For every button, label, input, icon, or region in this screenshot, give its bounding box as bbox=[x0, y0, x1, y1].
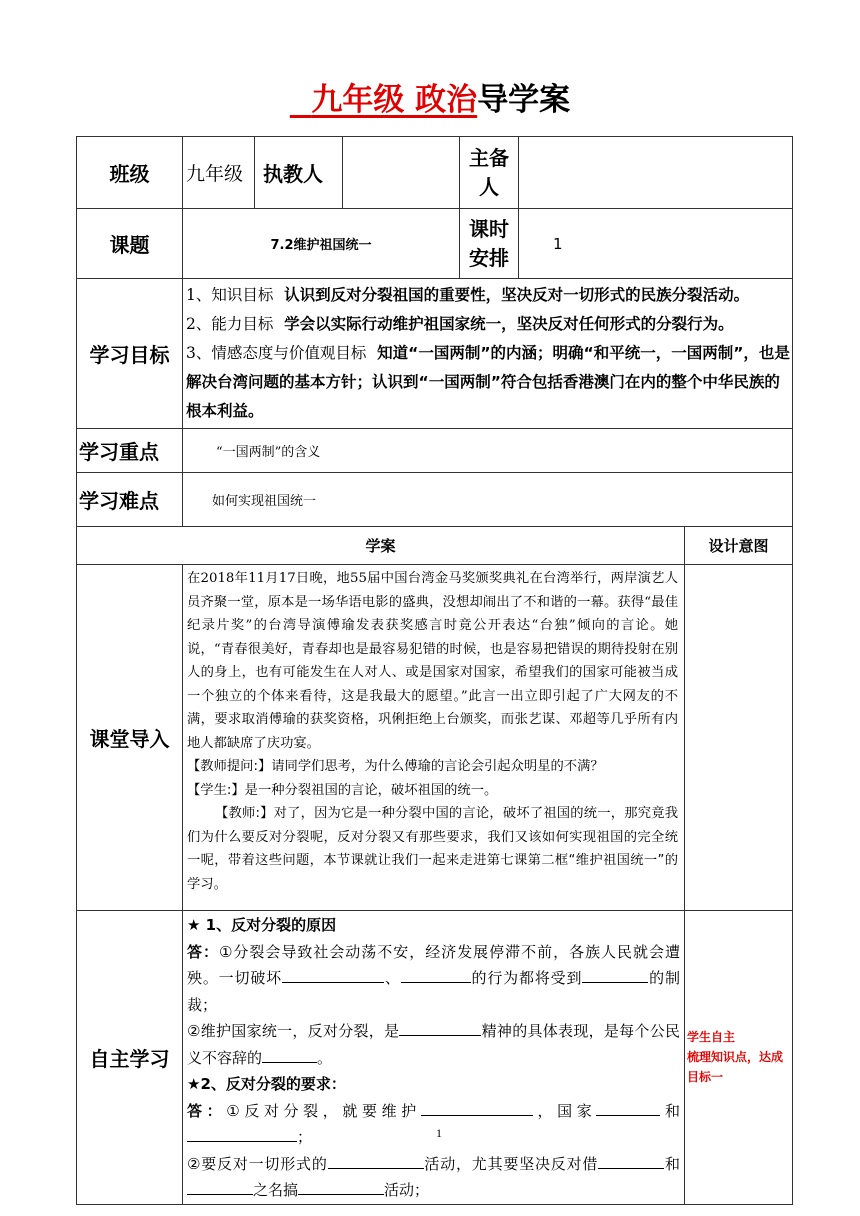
teacher-response: 【教师:】对了，因为它是一种分裂中国的言论，破坏了祖国的统一，那究竟我们为什么要反对分裂呢，反对分裂又有那些要求，我们又该如何实现祖国的完全统一呢，带着这些问题，本节课就让我们一起来走进第七课第二框“维护祖国统一”的学习。 bbox=[187, 806, 678, 892]
intro-label: 课堂导入 bbox=[77, 565, 183, 911]
preparer-label: 主备人 bbox=[460, 137, 519, 209]
design-note-line-2: 梳理知识点，达成目标一 bbox=[687, 1050, 784, 1085]
teacher-value bbox=[343, 137, 460, 209]
lesson-plan-table bbox=[76, 136, 793, 1205]
self-study-label: 自主学习 bbox=[77, 911, 183, 1205]
blank-field[interactable] bbox=[262, 1045, 317, 1063]
blank-field[interactable] bbox=[187, 1177, 253, 1195]
req-text-2: ，国家 bbox=[532, 1101, 597, 1120]
goal-1-text: 认识到反对分裂祖国的重要性，坚决反对一切形式的民族分裂活动。 bbox=[284, 286, 750, 304]
intro-design-cell bbox=[685, 565, 793, 911]
reason-text-2: 的行为都将受到 bbox=[470, 969, 583, 987]
self-study-design-note bbox=[685, 911, 793, 1205]
req-text-9: 活动； bbox=[384, 1181, 430, 1199]
title-lead-space bbox=[290, 82, 312, 118]
goals-label: 学习目标 bbox=[77, 279, 183, 429]
self-study-row bbox=[77, 911, 793, 1205]
blank-field[interactable] bbox=[421, 1098, 533, 1116]
plan-header: 学案 bbox=[77, 527, 685, 565]
reason-text-4: ②维护国家统一，反对分裂，是 bbox=[187, 1022, 400, 1040]
plan-header-row bbox=[77, 527, 793, 565]
section-2-heading: ★2、反对分裂的要求： bbox=[187, 1075, 346, 1093]
req-text-5: ②要反对一切形式的 bbox=[187, 1154, 328, 1173]
self-study-content bbox=[183, 911, 685, 1205]
design-note-line-1: 学生自主 bbox=[687, 1030, 736, 1045]
req-text-1: ①反对分裂，就要维护 bbox=[226, 1101, 421, 1120]
section-1-heading: ★ 1、反对分裂的原因 bbox=[187, 916, 337, 934]
answer-label: 答： bbox=[187, 942, 219, 961]
req-text-4: ； bbox=[297, 1128, 313, 1146]
goal-3-number: 3、情感态度与价值观目标 bbox=[186, 344, 367, 362]
req-text-6: 活动，尤其要坚决反对借 bbox=[423, 1154, 599, 1173]
reason-text-3: 的制裁； bbox=[187, 969, 680, 1014]
title-rest: 导学案 bbox=[477, 82, 571, 118]
info-row-2 bbox=[77, 209, 793, 279]
focus-value: “一国两制”的含义 bbox=[183, 429, 793, 473]
blank-field[interactable] bbox=[598, 1151, 664, 1169]
blank-field[interactable] bbox=[282, 965, 384, 983]
goal-1-number: 1、知识目标 bbox=[186, 286, 274, 304]
answer-label-2: 答： bbox=[187, 1101, 227, 1120]
teacher-label: 执教人 bbox=[255, 137, 343, 209]
schedule-label: 课时安排 bbox=[460, 209, 519, 279]
difficulty-label: 学习难点 bbox=[77, 473, 183, 527]
blank-field[interactable] bbox=[399, 1018, 481, 1036]
req-text-7: 和 bbox=[664, 1154, 680, 1173]
req-text-3: 和 bbox=[660, 1101, 680, 1120]
blank-field[interactable] bbox=[328, 1151, 424, 1169]
blank-field[interactable] bbox=[187, 1124, 297, 1142]
difficulty-row bbox=[77, 473, 793, 527]
focus-row bbox=[77, 429, 793, 473]
goal-2-number: 2、能力目标 bbox=[186, 315, 274, 333]
reason-text-5: 精神的具体表现，是每个公民义不容辞的 bbox=[187, 1022, 680, 1067]
goal-3-text: 知道“一国两制”的内涵；明确“和平统一，一国两制”，也是解决台湾问题的基本方针；认识到“一国两制”符合包括香港澳门在内的整个中华民族的根本利益。 bbox=[186, 344, 790, 420]
blank-field[interactable] bbox=[298, 1177, 384, 1195]
preparer-value bbox=[519, 137, 793, 209]
student-answer: 【学生:】是一种分裂祖国的言论，破坏祖国的统一。 bbox=[187, 782, 498, 798]
title-subject: 九年级 政治 bbox=[311, 82, 478, 118]
blank-field[interactable] bbox=[401, 965, 471, 983]
period: 。 bbox=[317, 1048, 333, 1067]
design-header: 设计意图 bbox=[685, 527, 793, 565]
page-title bbox=[0, 78, 860, 122]
page-number: 1 bbox=[436, 1126, 442, 1140]
separator: 、 bbox=[383, 969, 401, 987]
class-value: 九年级 bbox=[183, 137, 255, 209]
req-text-8: 之名搞 bbox=[253, 1181, 299, 1199]
schedule-value: 1 bbox=[519, 209, 793, 279]
blank-field[interactable] bbox=[582, 965, 648, 983]
topic-value: 7.2维护祖国统一 bbox=[183, 209, 460, 279]
reason-text-1: ①分裂会导致社会动荡不安，经济发展停滞不前，各族人民就会遭殃。一切破坏 bbox=[187, 942, 680, 987]
intro-content bbox=[183, 565, 685, 911]
goals-row bbox=[77, 279, 793, 429]
intro-story: 在2018年11月17日晚，地55届中国台湾金马奖颁奖典礼在台湾举行，两岸演艺人员齐聚一堂，原本是一场华语电影的盛典，没想却闹出了不和谐的一幕。获得“最佳纪录片奖”的台湾导演傅瑜发表获奖感言时竟公开表达“台独”倾向的言论。她说，“青春很美好，青春却也是最容易犯错的时候，也是容易把错误的期待投射在别人的身上，也有可能发生在人对人、或是国家对国家，希望我们的国家可能被当成一个独立的个体来看待，这是我最大的愿望。”此言一出立即引起了广大网友的不满，要求取消傅瑜的获奖资格，巩俐拒绝上台颁奖，而张艺谋、邓超等几乎所有内地人都缺席了庆功宴。 bbox=[187, 571, 678, 751]
goals-content bbox=[183, 279, 793, 429]
blank-field[interactable] bbox=[596, 1098, 660, 1116]
info-row-1 bbox=[77, 137, 793, 209]
goal-2-text: 学会以实际行动维护祖国家统一，坚决反对任何形式的分裂行为。 bbox=[284, 315, 734, 333]
topic-label: 课题 bbox=[77, 209, 183, 279]
focus-label: 学习重点 bbox=[77, 429, 183, 473]
intro-row bbox=[77, 565, 793, 911]
difficulty-value: 如何实现祖国统一 bbox=[183, 473, 793, 527]
teacher-question: 【教师提问:】请同学们思考，为什么傅瑜的言论会引起众明星的不满？ bbox=[187, 759, 604, 774]
class-label: 班级 bbox=[77, 137, 183, 209]
